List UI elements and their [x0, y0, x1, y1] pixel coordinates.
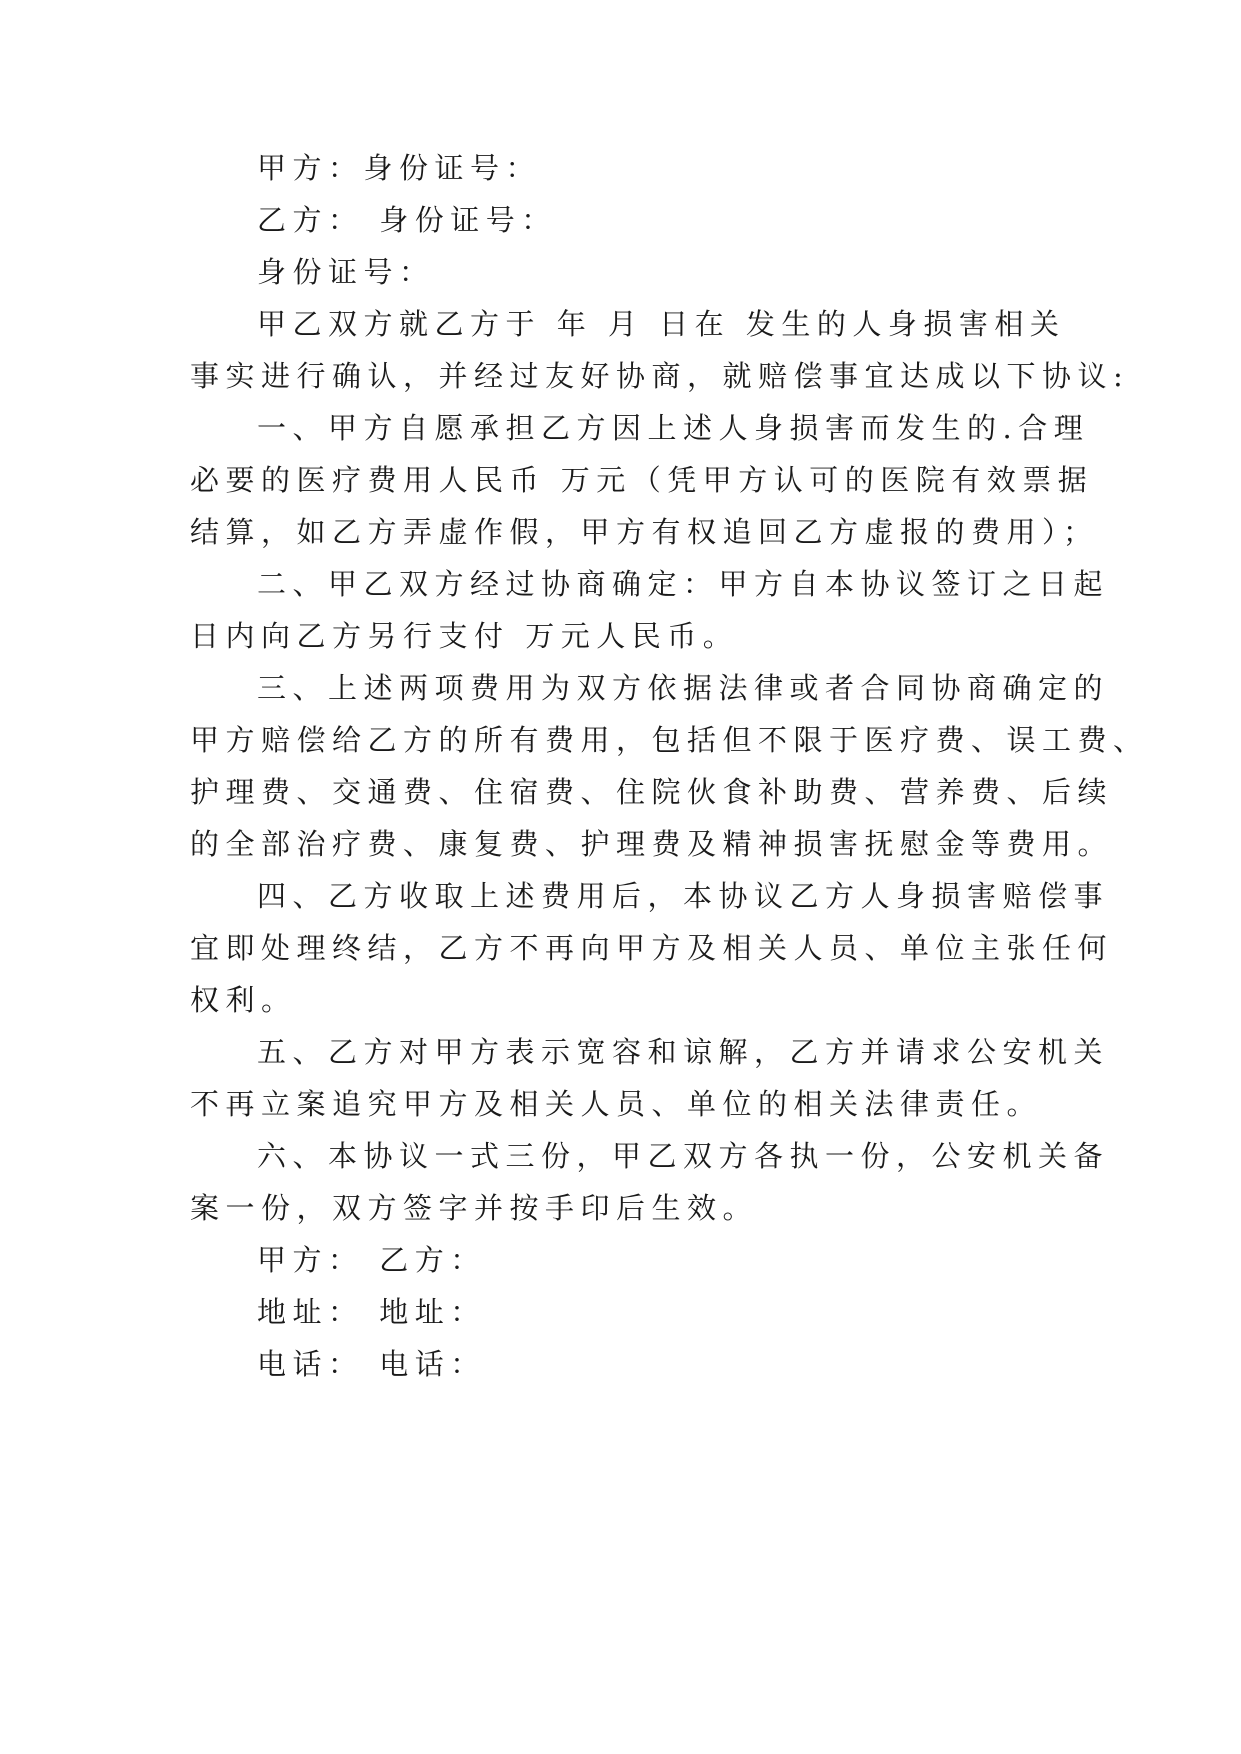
- clause-4-line-2: 宜即处理终结，乙方不再向甲方及相关人员、单位主张任何: [190, 931, 1114, 965]
- clause-2-line-2: 日内向乙方另行支付 万元人民币。: [190, 619, 739, 653]
- clause-1-line-2: 必要的医疗费用人民币 万元（凭甲方认可的医院有效票据: [190, 463, 1094, 497]
- clause-6-line-1: 六、本协议一式三份，甲乙双方各执一份，公安机关备: [257, 1139, 1110, 1173]
- preamble-line-1: 甲乙双方就乙方于 年 月 日在 发生的人身损害相关: [257, 307, 1066, 341]
- signature-phone-line: 电话： 电话：: [257, 1347, 486, 1381]
- clause-1-line-3: 结算，如乙方弄虚作假，甲方有权追回乙方虚报的费用）；: [190, 515, 1099, 549]
- clause-6-line-2: 案一份，双方签字并按手印后生效。: [190, 1191, 759, 1225]
- clause-1-line-1: 一、甲方自愿承担乙方因上述人身损害而发生的.合理: [257, 411, 1090, 445]
- clause-4-line-1: 四、乙方收取上述费用后，本协议乙方人身损害赔偿事: [257, 879, 1110, 913]
- clause-4-line-3: 权利。: [190, 983, 297, 1017]
- clause-5-line-2: 不再立案追究甲方及相关人员、单位的相关法律责任。: [190, 1087, 1043, 1121]
- clause-3-line-3: 护理费、交通费、住宿费、住院伙食补助费、营养费、后续: [190, 775, 1114, 809]
- party-b-id-line: 乙方： 身份证号：: [257, 203, 557, 237]
- id-number-line: 身份证号：: [257, 255, 435, 289]
- party-a-id-line: 甲方：身份证号：: [257, 151, 542, 185]
- preamble-line-2: 事实进行确认，并经过友好协商，就赔偿事宜达成以下协议:: [190, 359, 1130, 393]
- clause-2-line-1: 二、甲乙双方经过协商确定：甲方自本协议签订之日起: [257, 567, 1110, 601]
- signature-parties-line: 甲方： 乙方：: [257, 1243, 486, 1277]
- clause-3-line-4: 的全部治疗费、康复费、护理费及精神损害抚慰金等费用。: [190, 827, 1114, 861]
- clause-3-line-1: 三、上述两项费用为双方依据法律或者合同协商确定的: [257, 671, 1110, 705]
- clause-5-line-1: 五、乙方对甲方表示宽容和谅解，乙方并请求公安机关: [257, 1035, 1110, 1069]
- clause-3-line-2: 甲方赔偿给乙方的所有费用，包括但不限于医疗费、误工费、: [190, 723, 1149, 757]
- signature-address-line: 地址： 地址：: [257, 1295, 486, 1329]
